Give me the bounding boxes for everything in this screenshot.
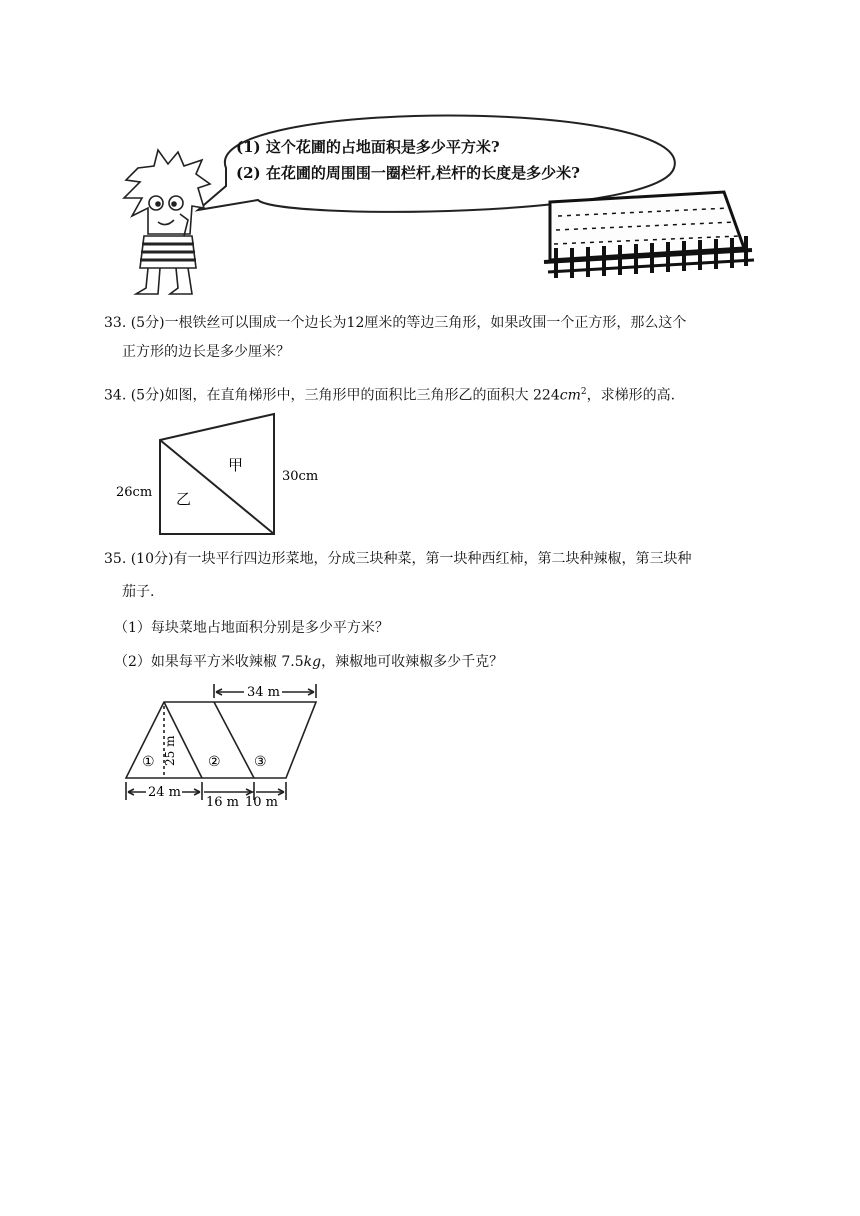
question-number: 33. [104,315,127,331]
trapezoid-diagonal [160,440,274,534]
question-score: (10分) [130,551,174,567]
question-text-line1: 有一块平行四边形菜地，分成三块种菜，第一块种西红柿，第二块种辣椒，第三块种 [173,551,692,567]
question-number: 34. [104,387,127,404]
question-score: (5分) [130,387,165,404]
sub-question-1: （1）每块菜地占地面积分别是多少平方米？ [114,620,389,636]
question-text: 如图，在直角梯形中，三角形甲的面积比三角形乙的面积大 224 [164,387,560,404]
parallelogram-figure [118,682,328,808]
garden-fence-icon [544,192,754,278]
cartoon-figure [118,108,778,300]
triangle-yi-label: 乙 [176,490,192,508]
question-34 [104,382,764,406]
bubble-line-1: (1) 这个花圃的占地面积是多少平方米? [236,138,500,156]
boy-icon [124,150,210,294]
top-length-label: 34 m [247,685,281,700]
base-1-label: 24 m [148,785,182,800]
base-3-label: 10 m [245,795,279,808]
bubble-line-2: (2) 在花圃的周围围一圈栏杆,栏杆的长度是多少米? [236,164,580,182]
base-2-label: 16 m [206,795,240,808]
unit-kg: kg [303,654,322,670]
region-1-label: ① [142,754,155,770]
question-text-line1: 一根铁丝可以围成一个边长为12厘米的等边三角形，如果改围一个正方形，那么这个 [164,315,687,331]
region-3-label: ③ [254,754,267,770]
region-2-label: ② [208,754,221,770]
question-35 [104,549,764,602]
question-score: (5分) [130,315,165,331]
cartoon-illustration [118,108,778,300]
question-text-line2: 茄子. [122,584,155,600]
unit-exponent: 2 [580,387,587,397]
question-number: 35. [104,551,127,567]
unit-cm: cm [559,387,581,404]
height-label: 25 m [163,735,177,766]
question-text-line2: 正方形的边长是多少厘米？ [122,344,290,360]
right-side-label: 30cm [282,469,319,484]
triangle-jia-label: 甲 [228,456,244,474]
sub-question-2: （2）如果每平方米收辣椒 7.5kg，辣椒地可收辣椒多少千克？ [114,654,504,670]
trapezoid-figure [116,410,326,538]
trapezoid-outline [160,414,274,534]
left-side-label: 26cm [116,485,153,500]
question-text-end: ，求梯形的高. [586,387,676,404]
question-33 [104,313,764,362]
